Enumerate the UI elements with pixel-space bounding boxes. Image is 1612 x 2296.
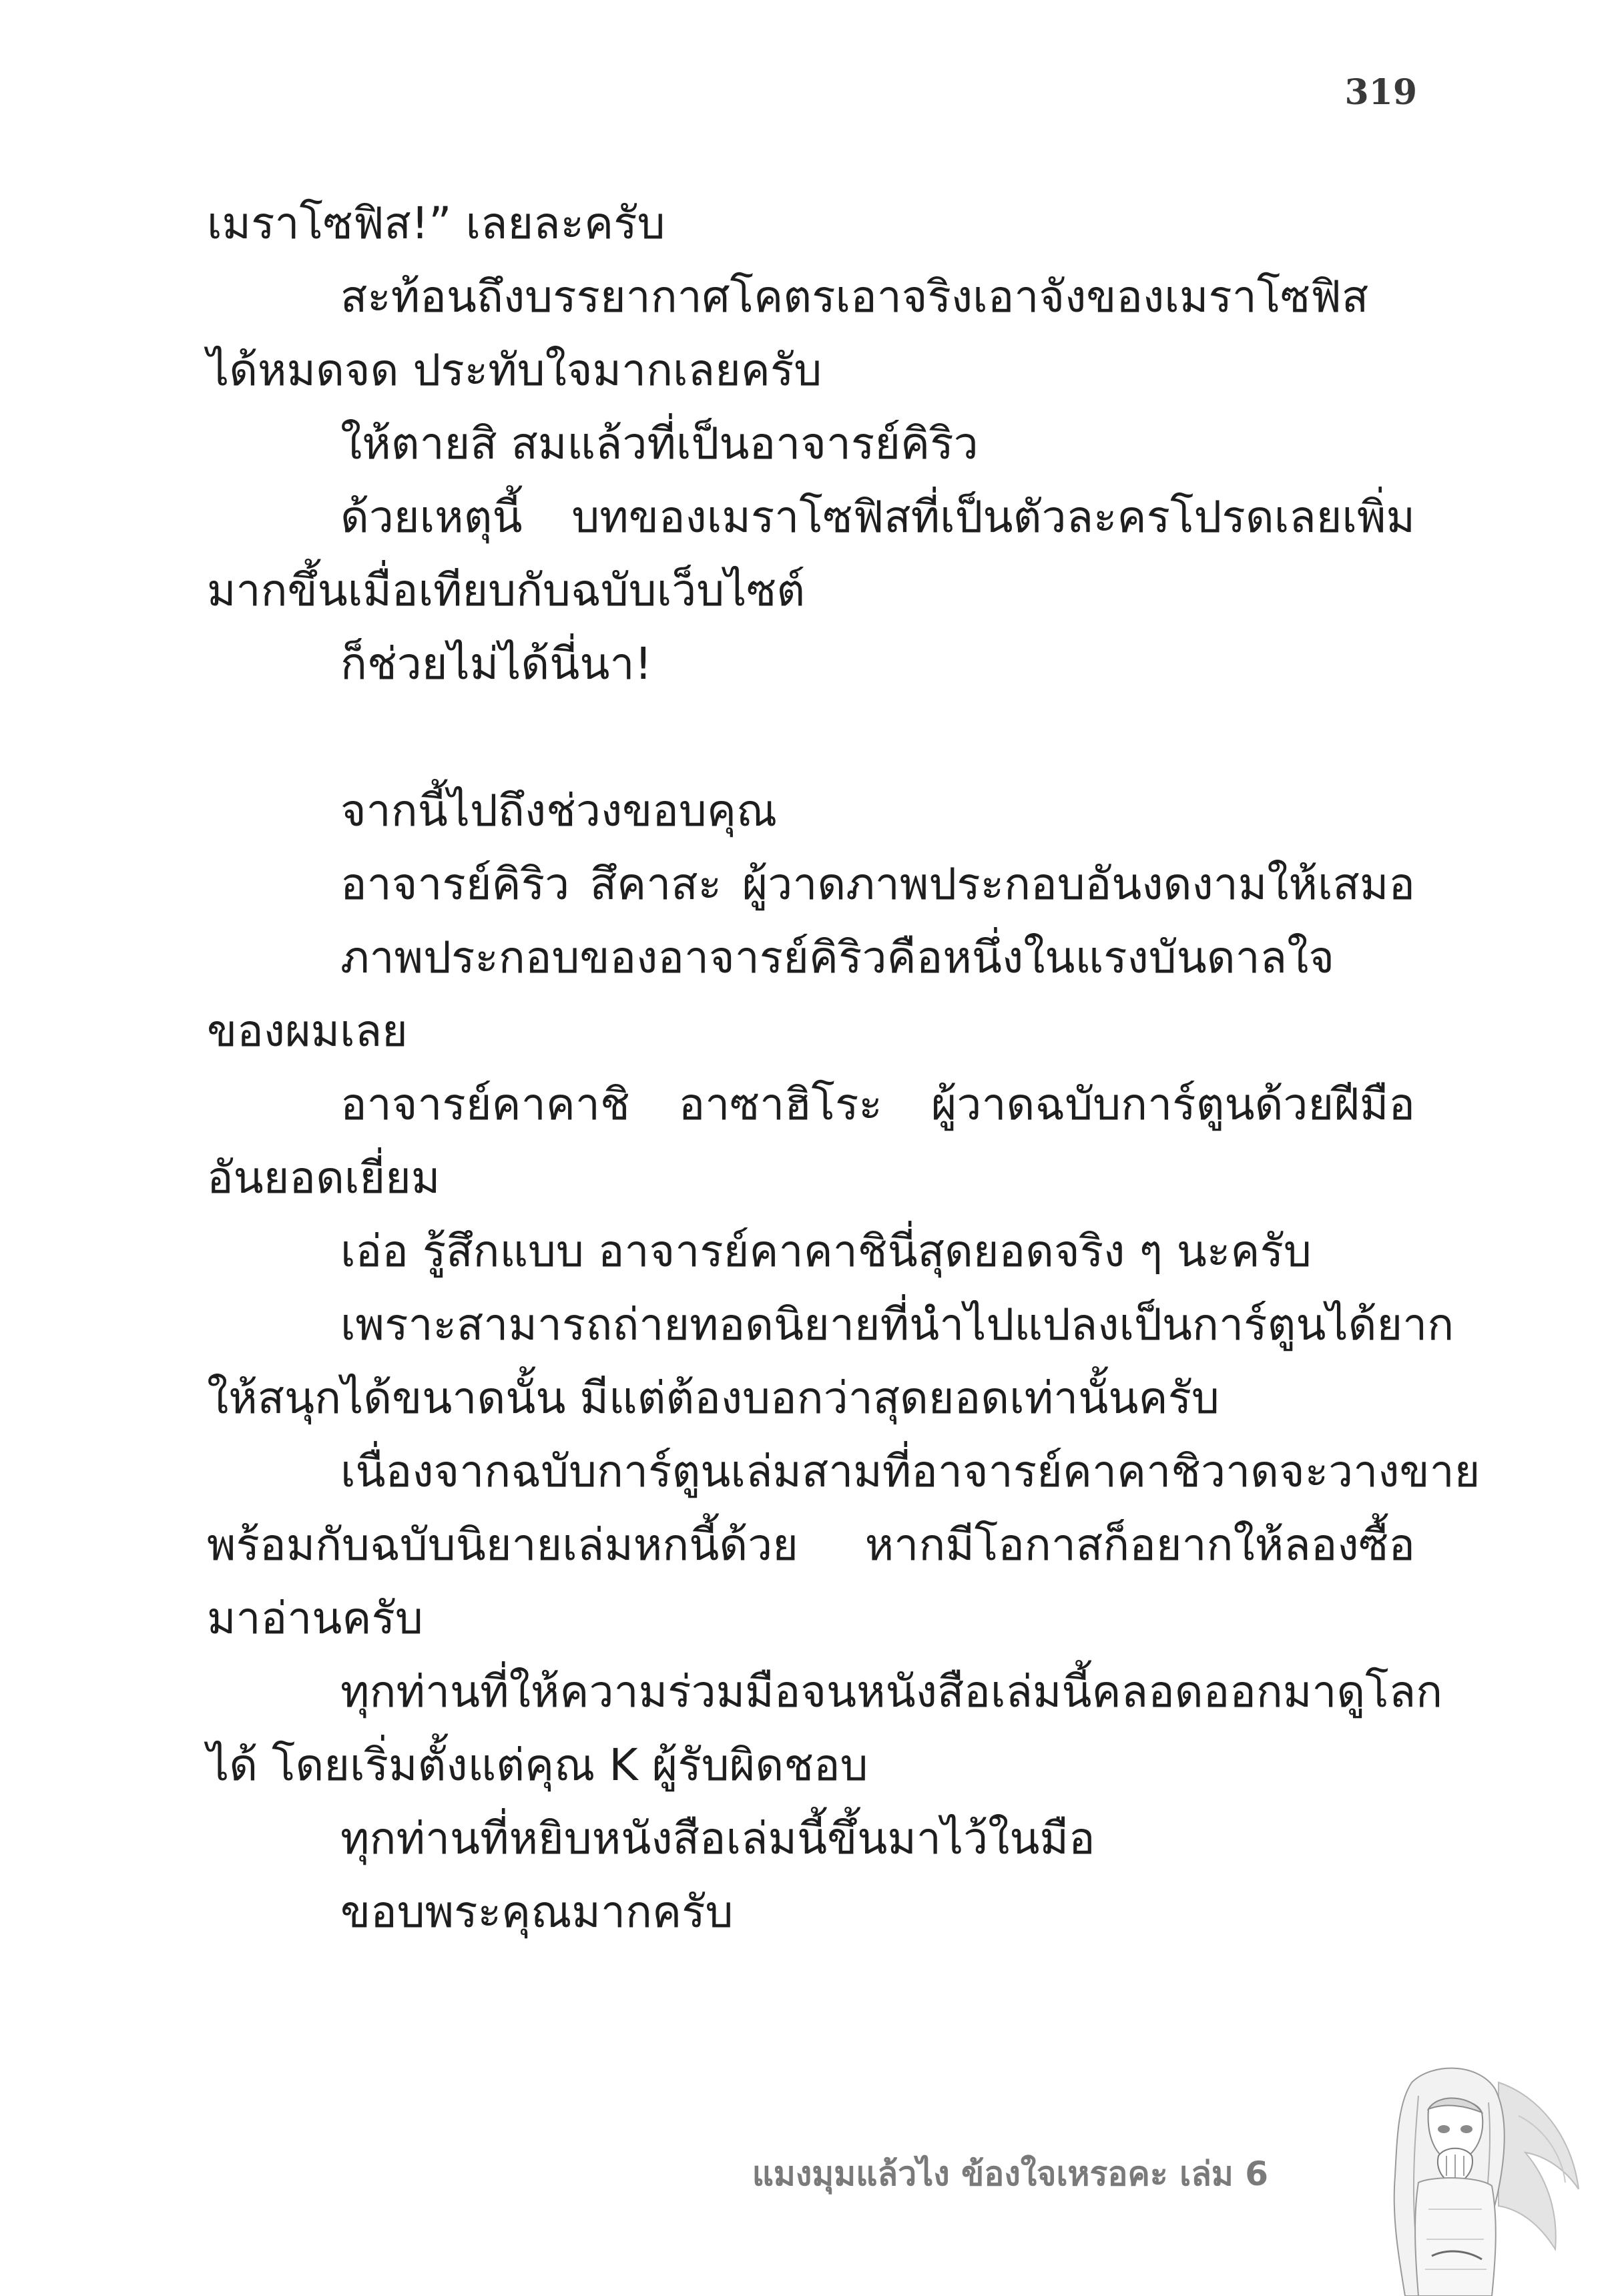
girl-illustration-icon [1365, 2056, 1585, 2296]
text-line: พร้อมกับฉบับนิยายเล่มหกนี้ด้วย หากมีโอกาสก็อยากให้ลองซื้อ [207, 1519, 1415, 1570]
blank-line [207, 701, 1415, 774]
body-text [207, 187, 1481, 1949]
text-line: มาอ่านครับ [207, 1593, 423, 1644]
text-line: ให้สนุกได้ขนาดนั้น มีแต่ต้องบอกว่าสุดยอดเท่านั้นครับ [207, 1372, 1220, 1424]
text-line: ขอบพระคุณมากครับ [340, 1886, 734, 1938]
page-number: 319 [1344, 72, 1417, 113]
text-line: อาจารย์คาคาชิ อาซาฮิโระ ผู้วาดฉบับการ์ตูนด้วยฝีมือ [340, 1079, 1415, 1130]
text-line: ทุกท่านที่ให้ความร่วมมือจนหนังสือเล่มนี้คลอดออกมาดูโลก [340, 1666, 1443, 1717]
text-line: เพราะสามารถถ่ายทอดนิยายที่นำไปแปลงเป็นการ์ตูนได้ยาก [340, 1299, 1454, 1350]
footer-book-title: แมงมุมแล้วไง ข้องใจเหรอคะ เล่ม 6 [752, 2155, 1268, 2193]
text-line: มากขึ้นเมื่อเทียบกับฉบับเว็บไซต์ [207, 565, 806, 616]
text-line: ได้ โดยเริ่มตั้งแต่คุณ K ผู้รับผิดชอบ [207, 1739, 868, 1791]
text-line: ก็ช่วยไม่ได้นี่นา! [340, 638, 652, 689]
text-line: จากนี้ไปถึงช่วงขอบคุณ [340, 785, 778, 836]
text-line: ได้หมดจด ประทับใจมากเลยครับ [207, 344, 822, 396]
text-line: ให้ตายสิ สมแล้วที่เป็นอาจารย์คิริว [340, 418, 979, 469]
text-line: เมราโซฟิส!” เลยละครับ [207, 198, 665, 249]
text-line: อันยอดเยี่ยม [207, 1152, 441, 1203]
text-line: ของผมเลย [207, 1005, 408, 1057]
text-line: สะท้อนถึงบรรยากาศโคตรเอาจริงเอาจังของเมราโซฟิส [340, 271, 1369, 322]
text-line: เนื่องจากฉบับการ์ตูนเล่มสามที่อาจารย์คาคาชิวาดจะวางขาย [340, 1446, 1481, 1497]
text-line: ภาพประกอบของอาจารย์คิริวคือหนึ่งในแรงบันดาลใจ [340, 932, 1335, 983]
text-line: เอ่อ รู้สึกแบบ อาจารย์คาคาชินี่สุดยอดจริง ๆ นะครับ [340, 1225, 1312, 1277]
text-line: ด้วยเหตุนี้ บทของเมราโซฟิสที่เป็นตัวละครโปรดเลยเพิ่ม [340, 491, 1415, 543]
text-line: ทุกท่านที่หยิบหนังสือเล่มนี้ขึ้นมาไว้ในมือ [340, 1813, 1095, 1864]
text-line: อาจารย์คิริว สึคาสะ ผู้วาดภาพประกอบอันงดงามให้เสมอ [340, 858, 1415, 910]
